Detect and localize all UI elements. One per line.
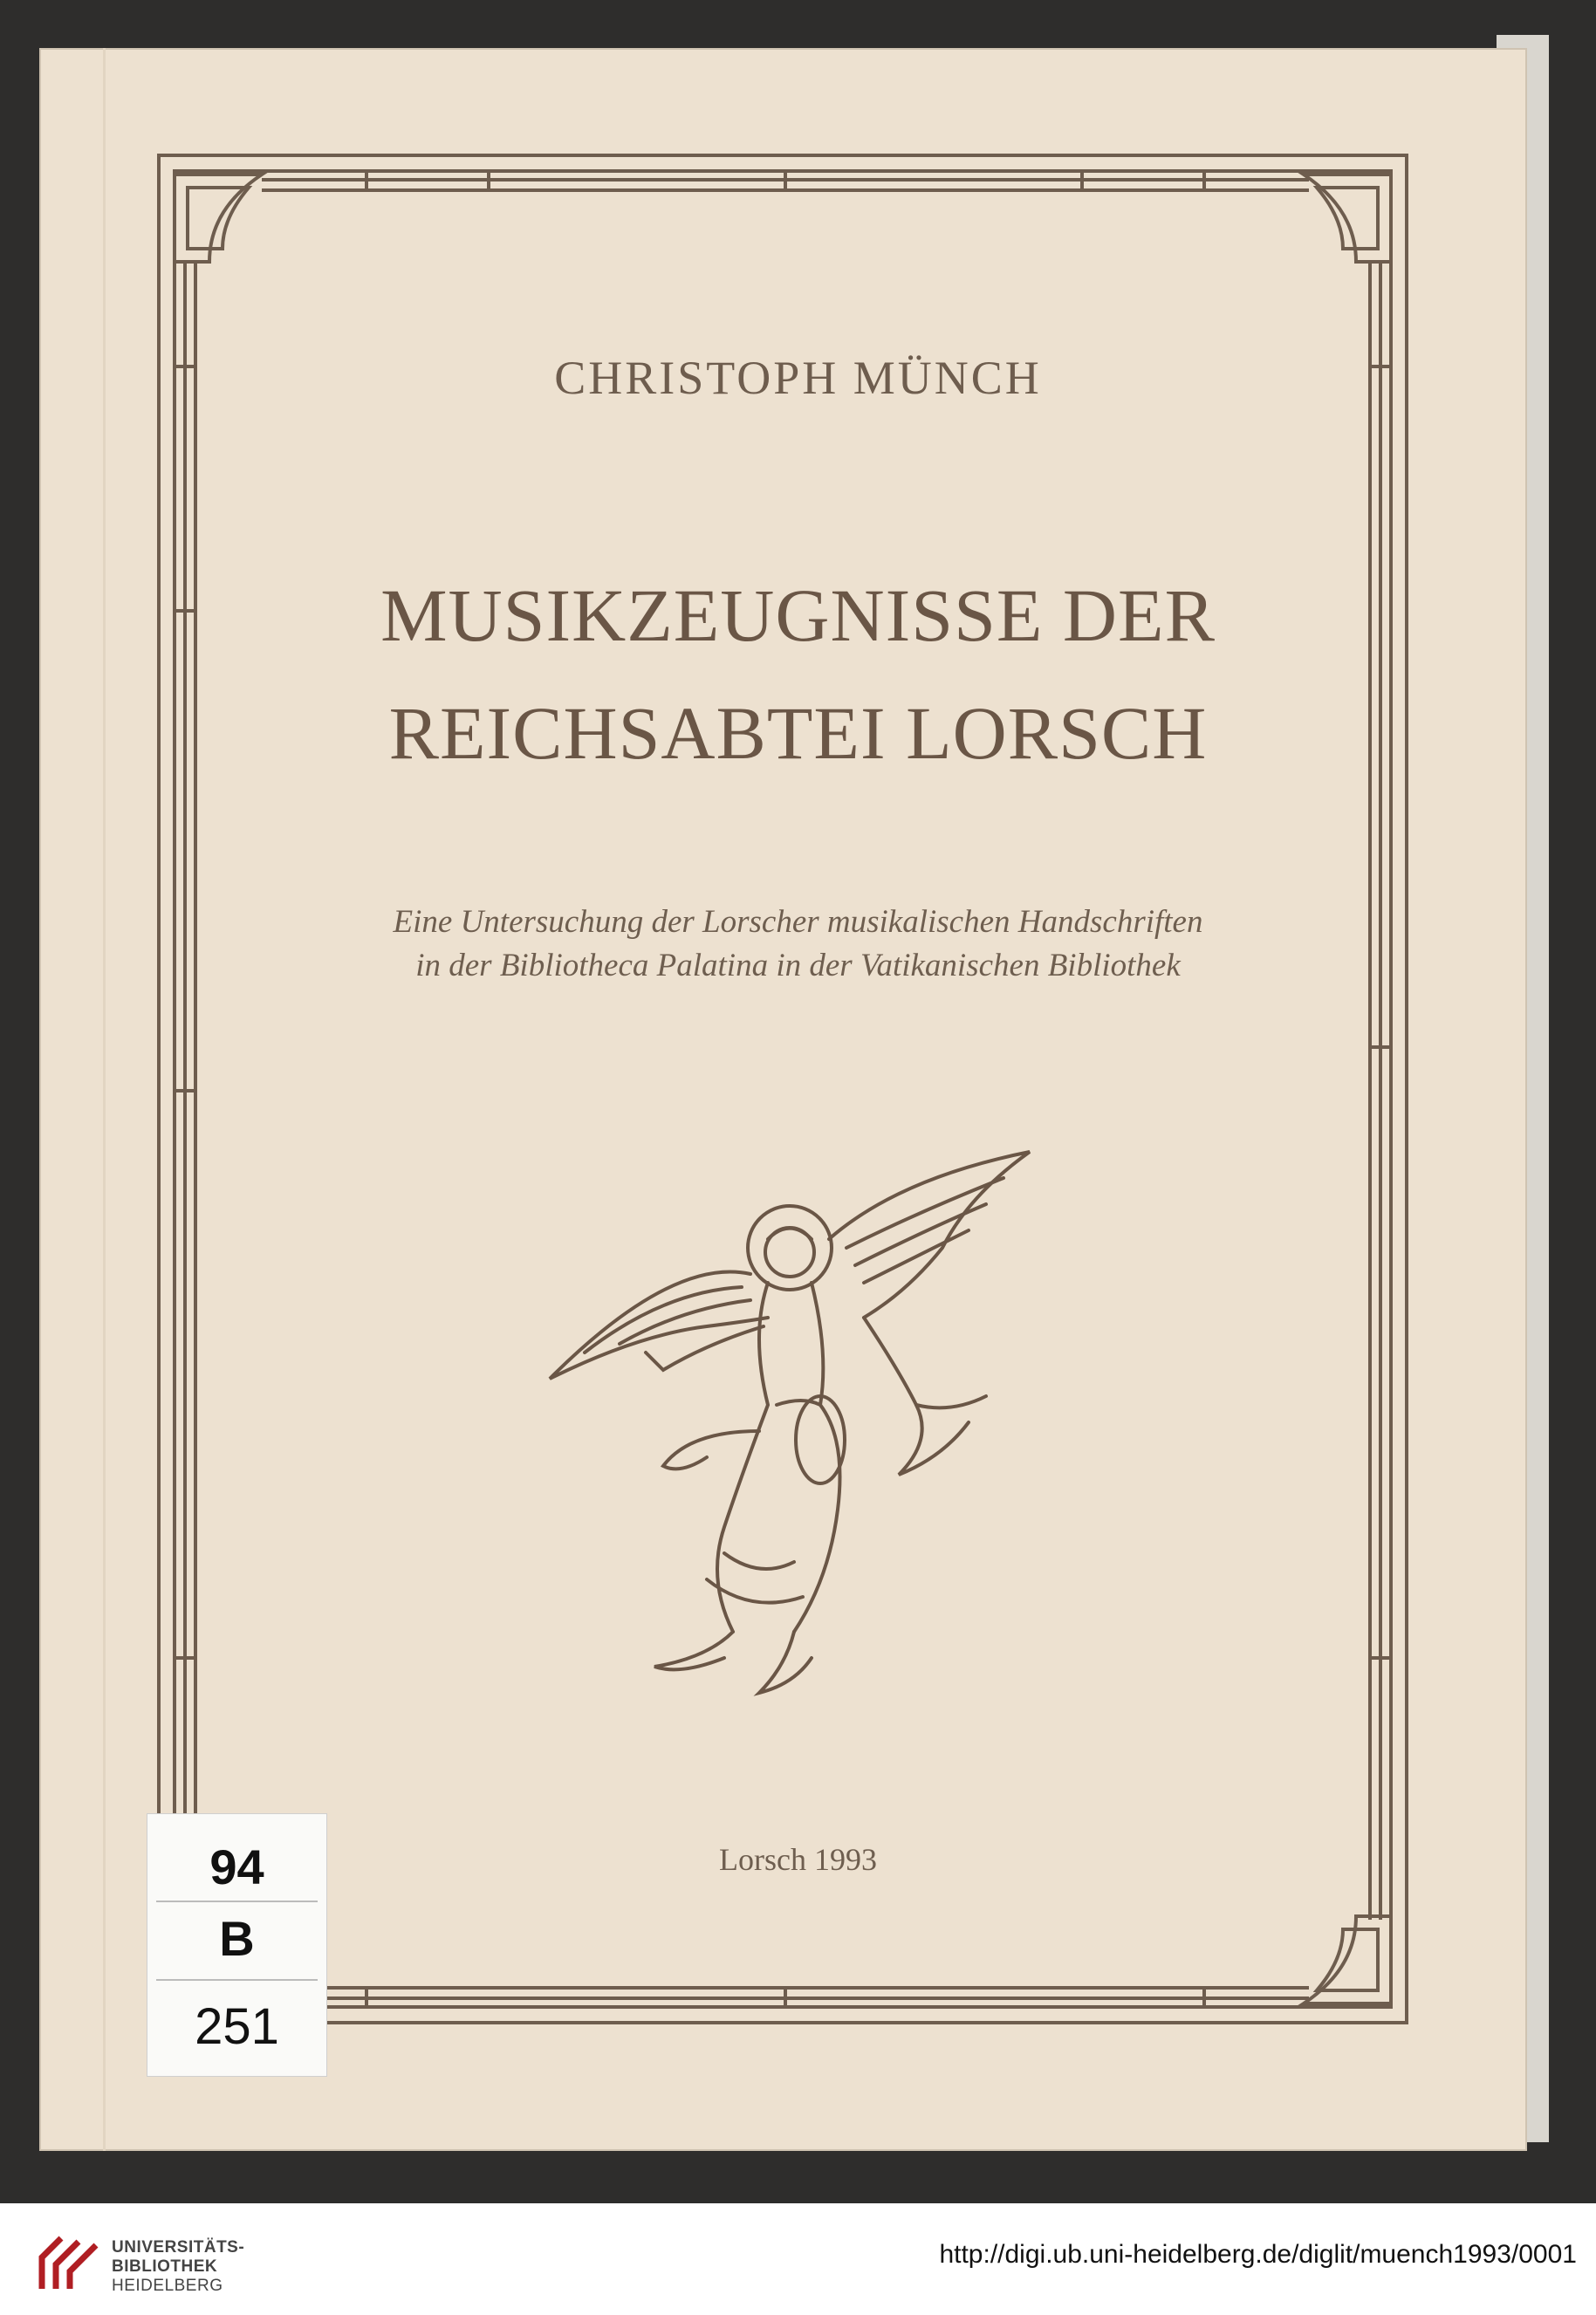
- footer-bar: [0, 2203, 1596, 2315]
- shelf-mark-line-3: 251: [195, 1998, 279, 2055]
- angel-illustration: [532, 1143, 1056, 1702]
- book-title-line-2: REICHSABTEI LORSCH: [388, 691, 1208, 775]
- shelf-mark-line-1: 94: [209, 1839, 264, 1894]
- library-name-line-2: BIBLIOTHEK: [112, 2257, 218, 2276]
- ub-heidelberg-logo-icon[interactable]: [35, 2223, 105, 2296]
- library-name-line-1: UNIVERSITÄTS-: [112, 2238, 245, 2257]
- shelf-mark-line-2: B: [219, 1911, 255, 1966]
- shelf-mark-label: [147, 1813, 327, 2077]
- library-name-line-3: HEIDELBERG: [112, 2277, 223, 2295]
- permalink-url[interactable]: http://digi.ub.uni-heidelberg.de/diglit/muench1993/0001: [939, 2240, 1577, 2269]
- author-name: CHRISTOPH MÜNCH: [554, 352, 1042, 404]
- subtitle-line-2: in der Bibliotheca Palatina in der Vatikanischen Bibliothek: [415, 948, 1181, 983]
- subtitle-line-1: Eine Untersuchung der Lorscher musikalischen Handschriften: [393, 904, 1203, 940]
- imprint: Lorsch 1993: [719, 1842, 877, 1877]
- book-title-line-1: MUSIKZEUGNISSE DER: [380, 573, 1216, 657]
